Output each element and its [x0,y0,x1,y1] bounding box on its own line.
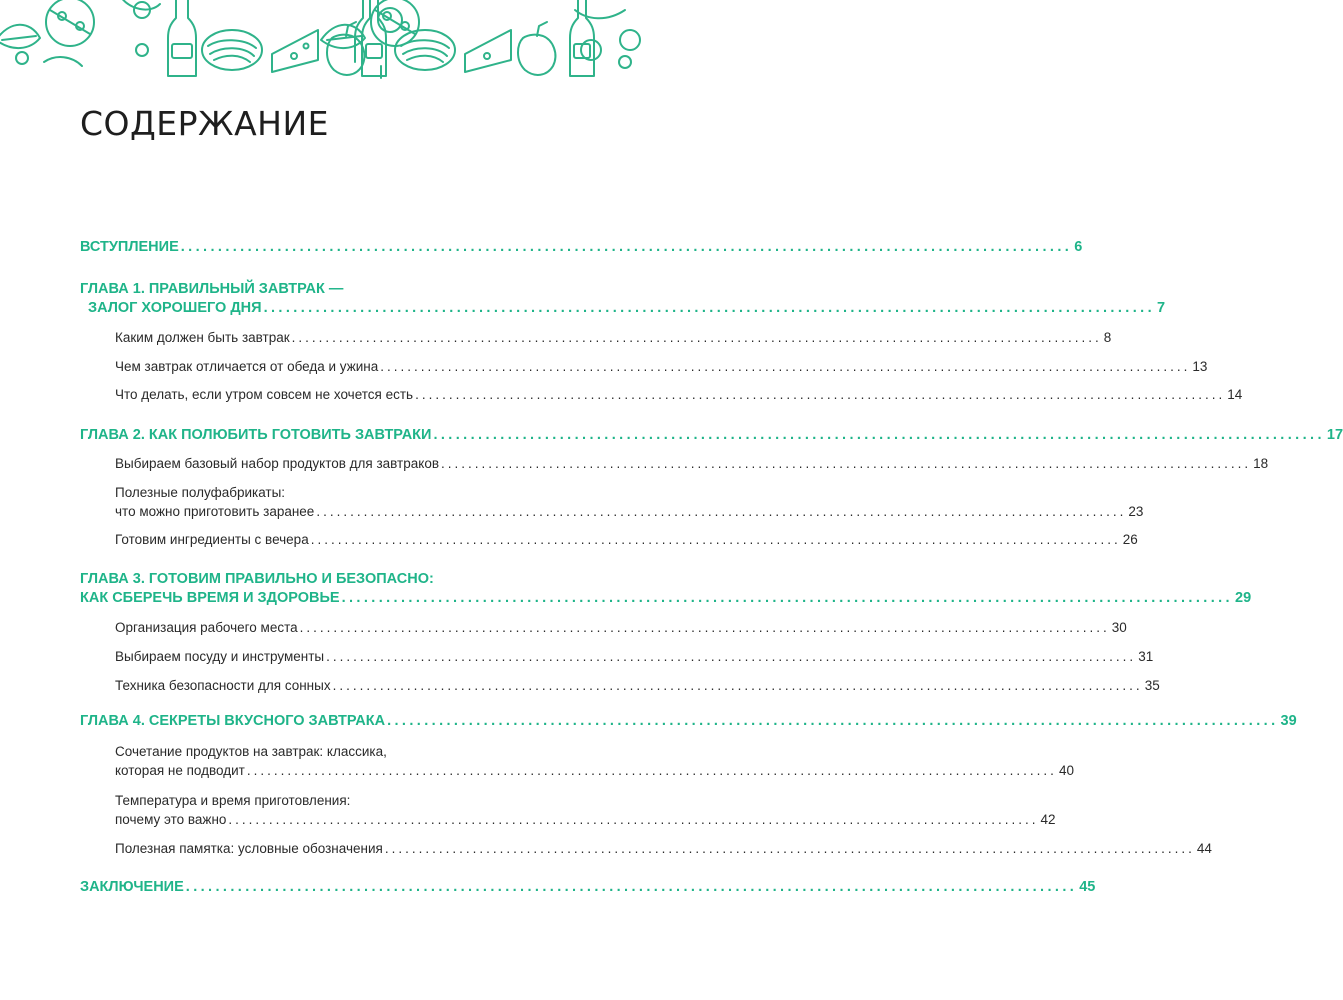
dot-leader: ........................................................................................................................ [387,713,1279,729]
toc-page-number: 44 [1196,841,1212,856]
toc-entry-2-3[interactable] [115,531,1138,549]
toc-entry-label: Что делать, если утром совсем не хочется есть [115,387,414,402]
toc-page-number: 8 [1103,330,1112,345]
toc-entry-1-3[interactable] [115,386,1243,404]
dot-leader: ........................................................................................................................ [380,359,1191,374]
dot-leader: ........................................................................................................................ [228,812,1039,827]
toc-entry-label: Организация рабочего места [115,620,298,635]
toc-page-number: 14 [1227,387,1243,402]
dot-leader: ........................................................................................................................ [441,456,1252,471]
toc-entry-4-2[interactable] [115,811,1056,829]
toc-chapter-3-line1: ГЛАВА 3. ГОТОВИМ ПРАВИЛЬНО И БЕЗОПАСНО: [80,571,434,587]
dot-leader: ........................................................................................................................ [415,387,1226,402]
dot-leader: ........................................................................................................................ [384,841,1195,856]
toc-entry-label: Выбираем базовый набор продуктов для завтраков [115,456,439,471]
toc-entry-4-1[interactable] [115,762,1074,780]
toc-entry-label: Полезная памятка: условные обозначения [115,841,383,856]
toc-page-number: 17 [1326,427,1343,443]
toc-page-number: 30 [1111,620,1127,635]
dot-leader: ........................................................................................................................ [180,239,1073,255]
dot-leader: ........................................................................................................................ [326,649,1137,664]
toc-entry-label: ГЛАВА 2. КАК ПОЛЮБИТЬ ГОТОВИТЬ ЗАВТРАКИ [80,427,432,443]
toc-page-number: 18 [1253,456,1269,471]
toc-page-number: 42 [1040,812,1056,827]
toc-entry-label: Выбираем посуду и инструменты [115,649,325,664]
toc-entry-label: ГЛАВА 4. СЕКРЕТЫ ВКУСНОГО ЗАВТРАКА [80,713,386,729]
toc-page-number: 39 [1280,713,1297,729]
toc-page-number: 31 [1138,649,1154,664]
dot-leader: ........................................................................................................................ [299,620,1110,635]
toc-page-number: 35 [1144,678,1160,693]
toc-entry-conclusion[interactable] [80,878,1096,896]
toc-entry-label: ЗАКЛЮЧЕНИЕ [80,879,184,895]
toc-entry-label: Каким должен быть завтрак [115,330,290,345]
toc-page-number: 6 [1074,239,1083,255]
toc-entry-label: что можно приготовить заранее [115,504,315,519]
toc-entry-2-2[interactable] [115,503,1144,521]
dot-leader: ........................................................................................................................ [291,330,1102,345]
toc-chapter-1-line1: ГЛАВА 1. ПРАВИЛЬНЫЙ ЗАВТРАК — [80,281,344,297]
toc-entry-1-2[interactable] [115,358,1208,376]
toc-entry-3-2[interactable] [115,648,1154,666]
toc-entry-chapter-4[interactable] [80,712,1297,730]
dot-leader: ........................................................................................................................ [341,590,1233,606]
dot-leader: ........................................................................................................................ [310,532,1121,547]
toc-entry-chapter-3[interactable] [80,589,1252,607]
dot-leader: ........................................................................................................................ [316,504,1127,519]
toc-page-number: 23 [1128,504,1144,519]
toc-entry-4-1-line1: Сочетание продуктов на завтрак: классика, [115,744,387,759]
toc-page-number: 40 [1058,763,1074,778]
dot-leader: ........................................................................................................................ [433,427,1325,443]
toc-entry-2-2-line1: Полезные полуфабрикаты: [115,485,286,500]
toc-entry-label: КАК СБЕРЕЧЬ ВРЕМЯ И ЗДОРОВЬЕ [80,590,340,606]
toc-entry-2-1[interactable] [115,455,1269,473]
toc-entry-label: Техника безопасности для сонных [115,678,331,693]
dot-leader: ........................................................................................................................ [246,763,1057,778]
toc-page-number: 26 [1122,532,1138,547]
toc-entry-label: ЗАЛОГ ХОРОШЕГО ДНЯ [88,300,262,316]
toc-entry-label: ВСТУПЛЕНИЕ [80,239,179,255]
toc-entry-label: Чем завтрак отличается от обеда и ужина [115,359,379,374]
dot-leader: ........................................................................................................................ [185,879,1078,895]
toc-page-number: 13 [1192,359,1208,374]
toc-entry-3-1[interactable] [115,619,1127,637]
toc-entry-3-3[interactable] [115,677,1160,695]
dot-leader: ........................................................................................................................ [263,300,1156,316]
dot-leader: ........................................................................................................................ [332,678,1143,693]
toc-entry-label: которая не подводит [115,763,245,778]
toc-entry-4-3[interactable] [115,840,1212,858]
toc-entry-chapter-2[interactable] [80,426,1343,444]
toc-entry-4-2-line1: Температура и время приготовления: [115,793,351,808]
toc-entry-1-1[interactable] [115,329,1112,347]
toc-entry-intro[interactable] [80,238,1083,256]
toc-page-number: 7 [1157,300,1166,316]
toc-entry-chapter-1[interactable] [88,299,1166,317]
toc-entry-label: Готовим ингредиенты с вечера [115,532,309,547]
toc-page-number: 45 [1079,879,1096,895]
page-title: СОДЕРЖАНИЕ [80,104,330,143]
toc-entry-label: почему это важно [115,812,227,827]
toc-page-number: 29 [1235,590,1252,606]
